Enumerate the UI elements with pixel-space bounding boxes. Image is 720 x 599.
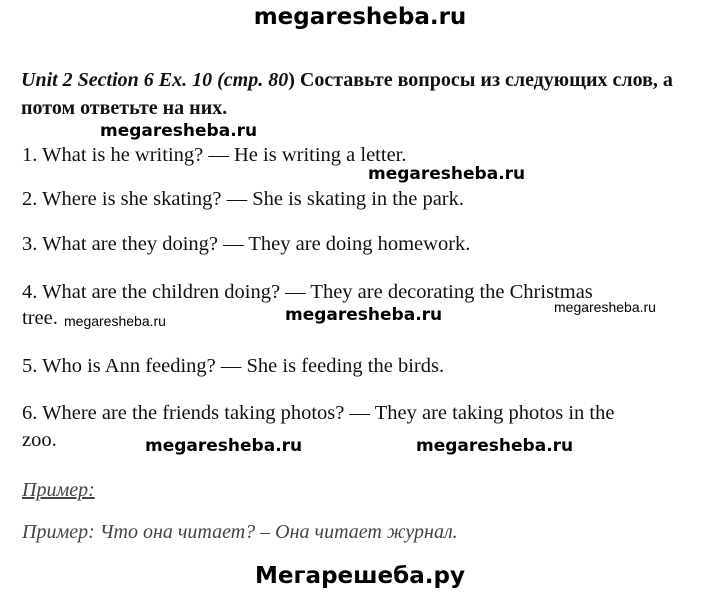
answer-line: 3. What are they doing? — They are doing homework. bbox=[22, 233, 471, 255]
task-instruction: Составьте вопросы из следующих слов, а потом ответьте на них. bbox=[21, 69, 673, 119]
example-label: Пример: bbox=[22, 479, 95, 501]
watermark-mid: megaresheba.ru bbox=[285, 305, 443, 325]
answer-line: 2. Where is she skating? — She is skating in the park. bbox=[22, 188, 465, 210]
example-text: Пример: Что она читает? – Она читает журнал. bbox=[22, 521, 458, 543]
watermark-mid: megaresheba.ru bbox=[100, 121, 258, 141]
answer-line: 5. Who is Ann feeding? — She is feeding the birds. bbox=[22, 355, 445, 377]
watermark-mid: megaresheba.ru bbox=[416, 436, 574, 456]
watermark-header: megaresheba.ru bbox=[253, 4, 467, 30]
watermark-small: megaresheba.ru bbox=[554, 299, 656, 315]
task-reference-paren: ) bbox=[288, 69, 295, 91]
answer-line: tree. bbox=[22, 307, 58, 329]
answer-line: 6. Where are the friends taking photos? — They are taking photos in the bbox=[22, 402, 615, 424]
watermark-footer: Мегарешеба.ру bbox=[255, 563, 465, 589]
task-reference: Unit 2 Section 6 Ex. 10 (стр. 80 bbox=[21, 69, 289, 91]
answer-line: zoo. bbox=[22, 429, 57, 451]
task-heading bbox=[21, 66, 701, 122]
watermark-mid: megaresheba.ru bbox=[145, 436, 303, 456]
answer-line: 1. What is he writing? — He is writing a letter. bbox=[22, 144, 407, 166]
watermark-small: megaresheba.ru bbox=[64, 313, 166, 329]
answer-line: 4. What are the children doing? — They are decorating the Christmas bbox=[22, 281, 593, 303]
watermark-mid: megaresheba.ru bbox=[368, 164, 526, 184]
